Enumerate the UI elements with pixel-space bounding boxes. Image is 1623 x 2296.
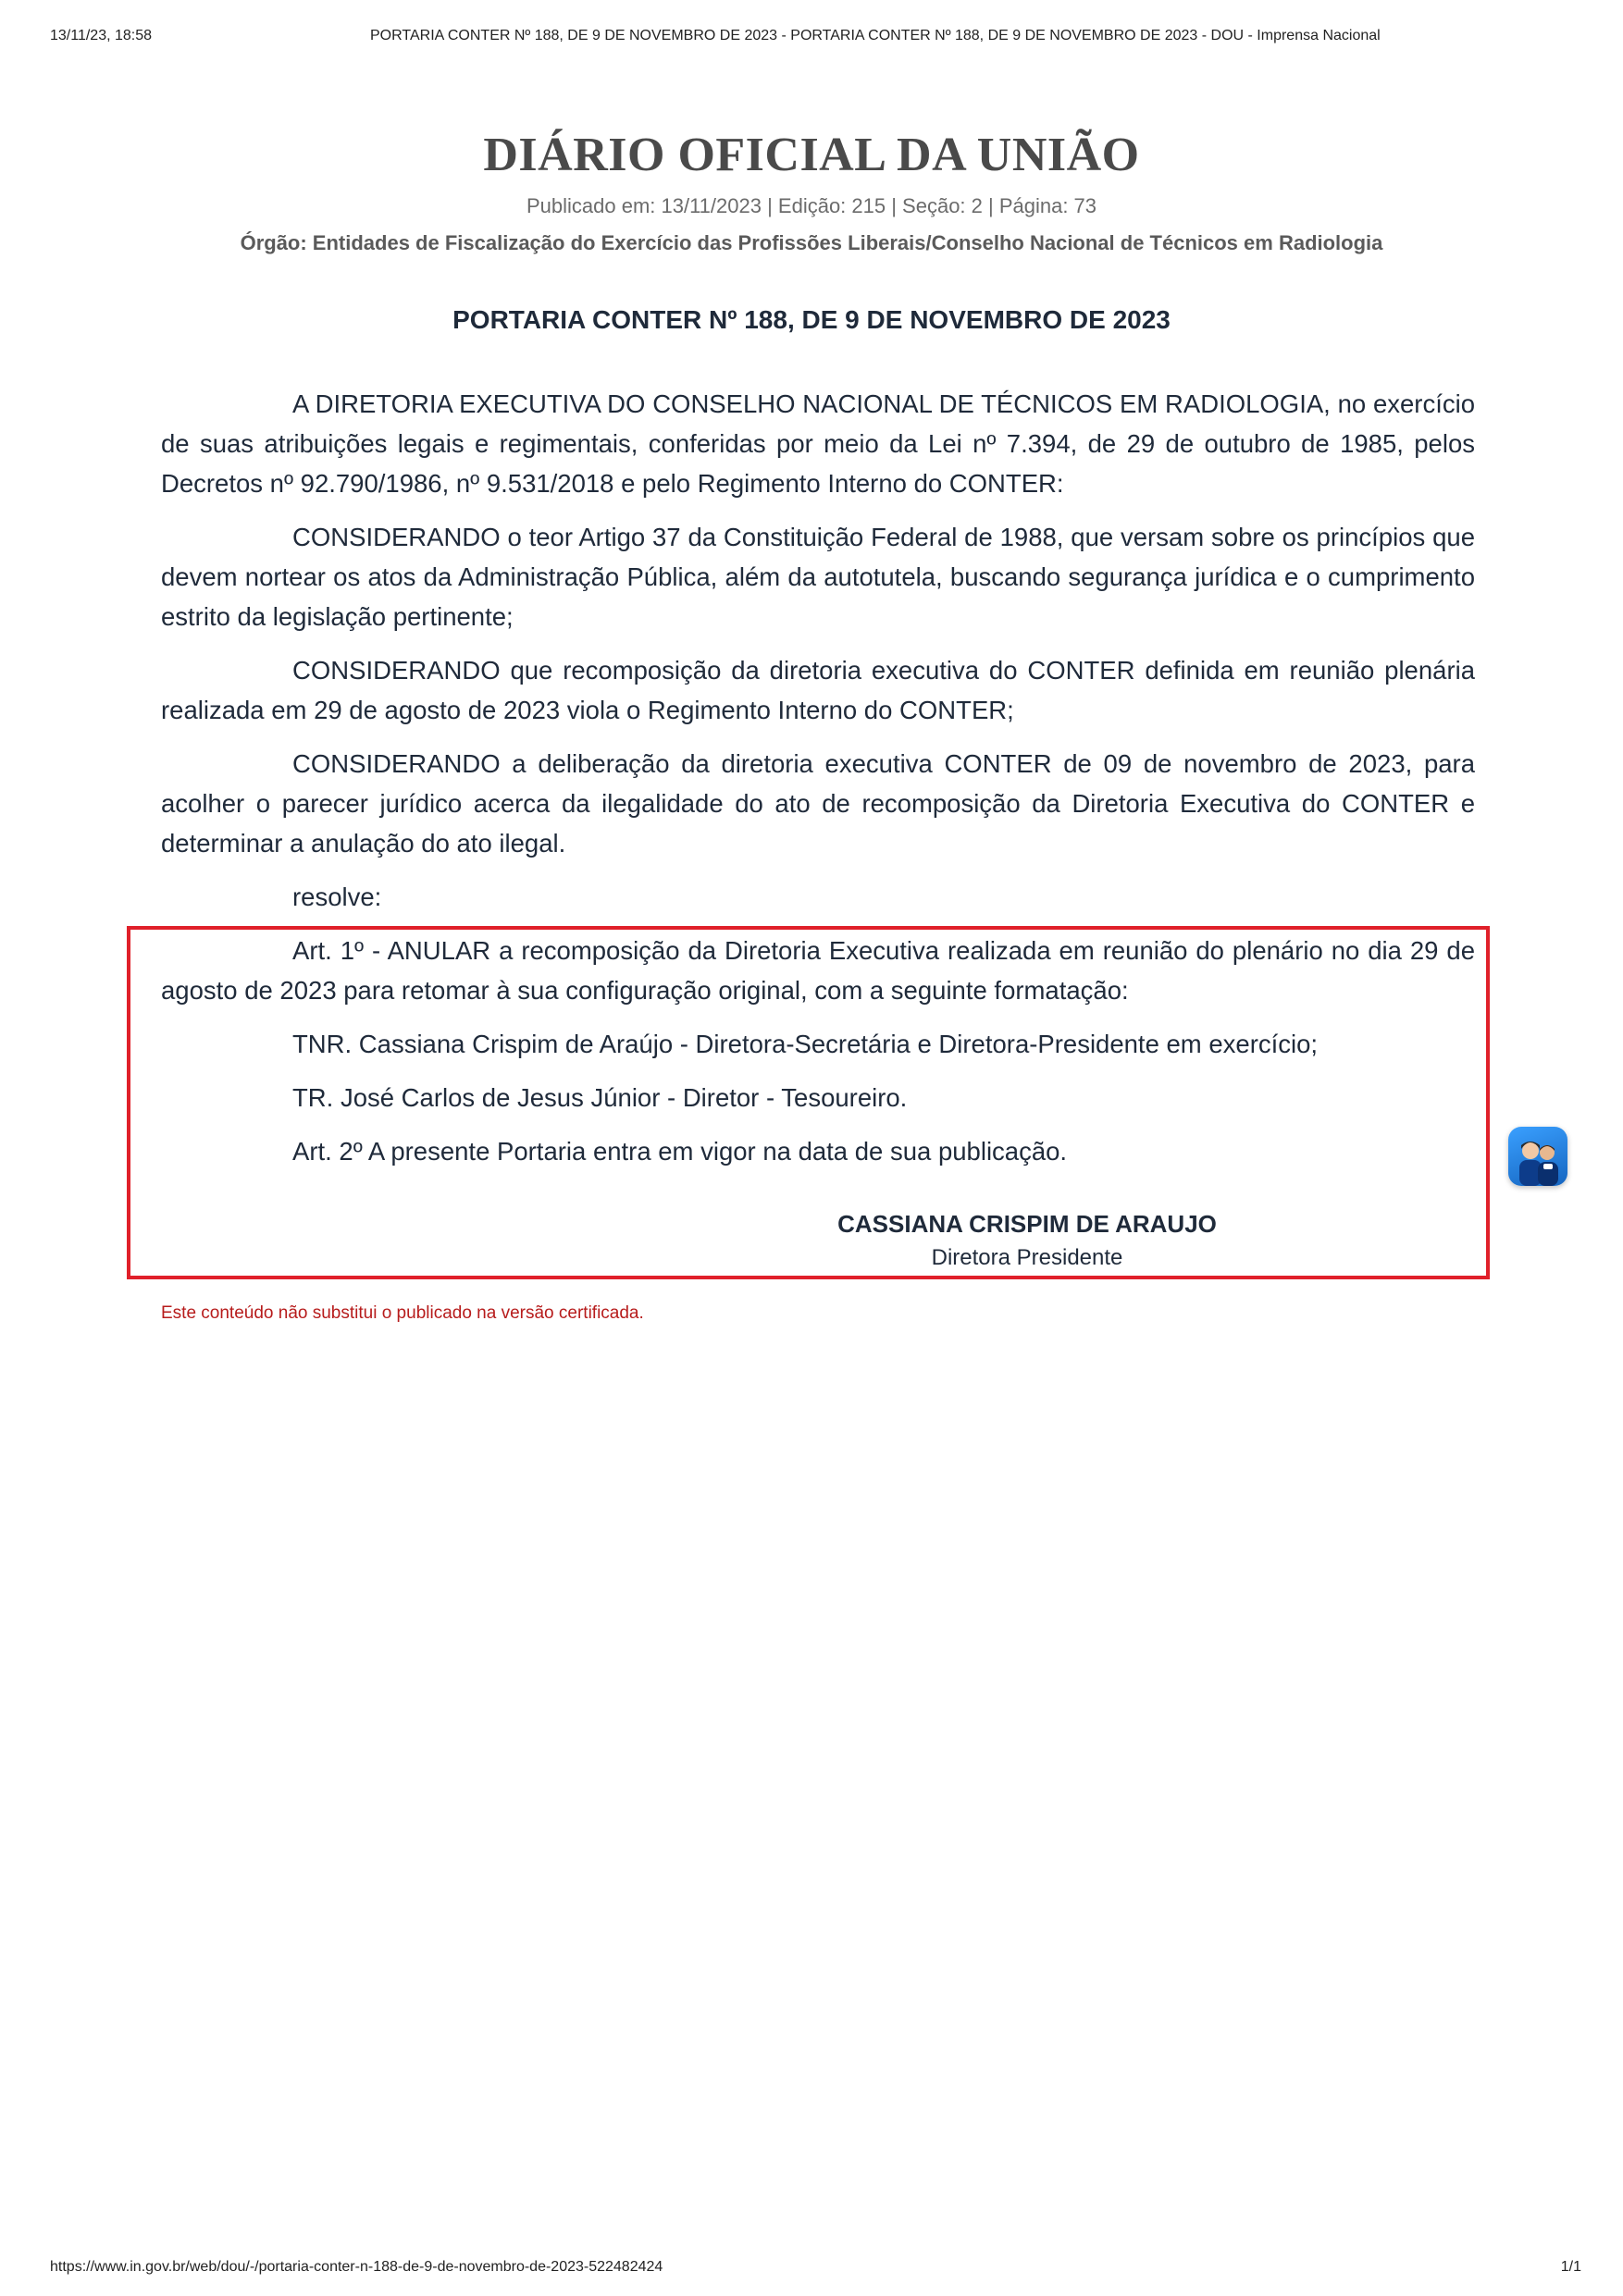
article-member-1: TNR. Cassiana Crispim de Araújo - Diretora-Secretária e Diretora-Presidente em exercício;: [292, 1030, 1319, 1058]
print-url: https://www.in.gov.br/web/dou/-/portaria-conter-n-188-de-9-de-novembro-de-2023-522482424: [50, 2259, 663, 2275]
article-member-2: TR. José Carlos de Jesus Júnior - Diretor - Tesoureiro.: [292, 1083, 908, 1112]
articles-section: [161, 931, 1475, 1185]
document-title: PORTARIA CONTER Nº 188, DE 9 DE NOVEMBRO DE 2023: [452, 305, 1171, 334]
assistant-avatar-svg: [1508, 1127, 1567, 1186]
orgao-line: Órgão: Entidades de Fiscalização do Exercício das Profissões Liberais/Conselho Nacional de Técnicos em Radiologia: [240, 231, 1383, 254]
paragraph-considerando-2: CONSIDERANDO que recomposição da diretoria executiva do CONTER definida em reunião plenária realizada em 29 de agosto de 2023 viola o Regimento Interno do CONTER;: [161, 656, 1475, 724]
print-page-title: PORTARIA CONTER Nº 188, DE 9 DE NOVEMBRO DE 2023 - PORTARIA CONTER Nº 188, DE 9 DE NOVEMBRO DE 2023 - DOU - Imprensa Nacional: [370, 28, 1381, 43]
publication-info: Publicado em: 13/11/2023 | Edição: 215 | Seção: 2 | Página: 73: [526, 194, 1097, 217]
disclaimer-text: Este conteúdo não substitui o publicado na versão certificada.: [161, 1303, 644, 1323]
paragraph-resolve: resolve:: [292, 883, 382, 911]
article-2: Art. 2º A presente Portaria entra em vigor na data de sua publicação.: [292, 1137, 1068, 1166]
document-body: [161, 384, 1475, 931]
paragraph-considerando-3: CONSIDERANDO a deliberação da diretoria executiva CONTER de 09 de novembro de 2023, para acolher o parecer jurídico acerca da ilegalidade do ato de recomposição da Diretoria Executiva do CONTER e determinar a anulação do ato ilegal.: [161, 749, 1475, 858]
paragraph-preamble: A DIRETORIA EXECUTIVA DO CONSELHO NACIONAL DE TÉCNICOS EM RADIOLOGIA, no exercício de suas atribuições legais e regimentais, conferidas por meio da Lei nº 7.394, de 29 de outubro de 1985, pelos Decretos nº 92.790/1986, nº 9.531/2018 e pelo Regimento Interno do CONTER:: [161, 389, 1475, 498]
signature-name: CASSIANA CRISPIM DE ARAUJO: [837, 1210, 1217, 1238]
print-datetime: 13/11/23, 18:58: [50, 28, 153, 43]
assistant-avatar-icon[interactable]: [1508, 1127, 1567, 1186]
article-1: Art. 1º - ANULAR a recomposição da Diretoria Executiva realizada em reunião do plenário no dia 29 de agosto de 2023 para retomar à sua configuração original, com a seguinte formatação:: [161, 936, 1475, 1005]
signature-role: Diretora Presidente: [931, 1245, 1123, 1270]
masthead-title: DIÁRIO OFICIAL DA UNIÃO: [483, 129, 1140, 181]
paragraph-considerando-1: CONSIDERANDO o teor Artigo 37 da Constituição Federal de 1988, que versam sobre os princípios que devem nortear os atos da Administração Pública, além da autotutela, buscando segurança jurídica e o cumprimento estrito da legislação pertinente;: [161, 523, 1475, 631]
print-page-count: 1/1: [1560, 2259, 1581, 2275]
